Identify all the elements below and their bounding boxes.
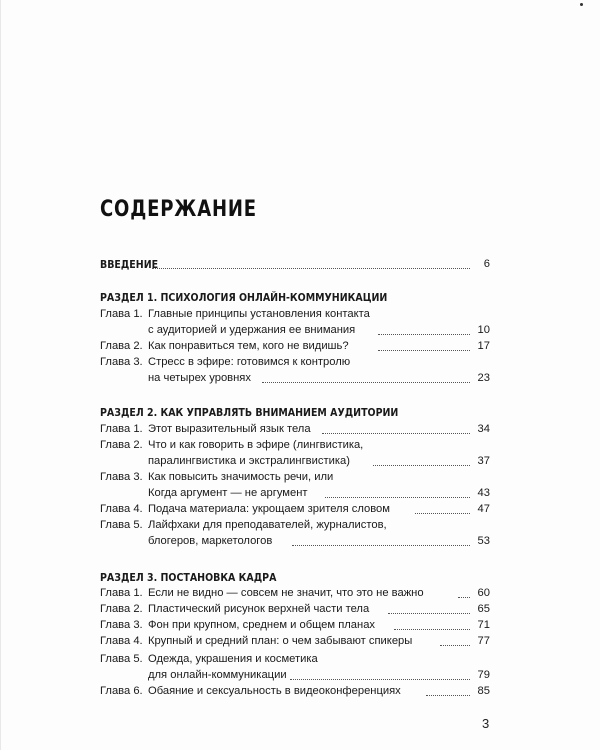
dot-leader [378,350,470,351]
toc-entry[interactable] [0,602,600,617]
section-heading-1: РАЗДЕЛ 1. ПСИХОЛОГИЯ ОНЛАЙН-КОММУНИКАЦИИ [100,291,388,304]
chapter-label: Глава 2. [100,603,143,615]
toc-entry[interactable] [0,586,600,601]
toc-entry[interactable] [0,422,600,437]
chapter-title: Как понравиться тем, кого не видишь? [148,340,349,352]
chapter-label: Глава 1. [100,423,143,435]
toc-entry[interactable] [0,307,600,322]
toc-entry[interactable] [0,518,600,533]
page-ref: 53 [477,535,490,547]
chapter-title: Когда аргумент — не аргумент [148,487,308,499]
chapter-label: Глава 4. [100,635,143,647]
toc-entry-cont[interactable] [0,668,600,683]
chapter-label: Глава 3. [100,619,143,631]
page-ref: 17 [477,340,490,352]
page-ref: 23 [477,372,490,384]
toc-entry[interactable] [0,438,600,453]
toc-entry[interactable] [0,502,600,517]
toc-entry[interactable] [0,684,600,699]
page-ref: 71 [477,619,490,631]
toc-entry-cont[interactable] [0,534,600,549]
chapter-title: Фон при крупном, среднем и общем планах [148,619,376,631]
toc-entry[interactable] [0,634,600,649]
section-heading-3: РАЗДЕЛ 3. ПОСТАНОВКА КАДРА [100,571,277,584]
chapter-title: Подача материала: укрощаем зрителя словом [148,503,390,515]
dot-leader [388,613,470,614]
page-ref: 10 [477,324,490,336]
chapter-title: для онлайн-коммуникации [148,669,287,681]
chapter-title: на четырех уровнях [148,372,251,384]
chapter-title: Что и как говорить в эфире (лингвистика, [148,439,364,451]
chapter-title: Обаяние и сексуальность в видеоконференциях [148,685,401,697]
chapter-label: Глава 6. [100,685,143,697]
dot-leader [322,433,470,434]
dot-leader [373,465,470,466]
chapter-title: Стресс в эфире: готовимся к контролю [148,356,351,368]
toc-entry[interactable] [0,618,600,633]
chapter-label: Глава 2. [100,340,143,352]
page-ref: 37 [477,455,490,467]
dot-leader [292,545,470,546]
toc-entry-cont[interactable] [0,371,600,386]
page-ref: 65 [477,603,490,615]
dot-leader [394,629,470,630]
page-number: 3 [482,716,490,731]
toc-entry-cont[interactable] [0,486,600,501]
chapter-label: Глава 1. [100,308,143,320]
page-ref: 77 [477,635,490,647]
chapter-label: Глава 1. [100,587,143,599]
chapter-title: Как повысить значимость речи, или [148,471,334,483]
entry-label: ВВЕДЕНИЕ [100,258,159,271]
corner-mark [580,3,583,6]
chapter-title: паралингвистика и экстралингвистика) [148,455,350,467]
chapter-title: Лайфхаки для преподавателей, журналистов, [148,519,387,531]
page-ref: 34 [477,423,490,435]
toc-entry-intro[interactable] [0,257,600,272]
chapter-label: Глава 5. [100,519,143,531]
chapter-title: Если не видно — совсем не значит, что это не важно [148,587,424,599]
dot-leader [152,268,470,269]
chapter-title: Одежда, украшения и косметика [148,653,318,665]
toc-entry[interactable] [0,652,600,667]
dot-leader [378,334,470,335]
page-ref: 43 [477,487,490,499]
chapter-title: Главные принципы установления контакта [148,308,370,320]
toc-entry-cont[interactable] [0,454,600,469]
chapter-title: Пластический рисунок верхней части тела [148,603,370,615]
toc-entry[interactable] [0,470,600,485]
dot-leader [262,382,470,383]
page-ref: 6 [483,258,490,270]
page-ref: 47 [477,503,490,515]
chapter-label: Глава 2. [100,439,143,451]
section-heading-2: РАЗДЕЛ 2. КАК УПРАВЛЯТЬ ВНИМАНИЕМ АУДИТОРИИ [100,406,399,419]
toc-entry[interactable] [0,355,600,370]
dot-leader [290,679,470,680]
toc-entry[interactable] [0,339,600,354]
page-ref: 85 [477,685,490,697]
dot-leader [325,497,470,498]
chapter-title: Крупный и средний план: о чем забывают спикеры [148,635,413,647]
chapter-label: Глава 3. [100,471,143,483]
chapter-title: Этот выразительный язык тела [148,423,311,435]
chapter-title: блогеров, маркетологов [148,535,273,547]
page-ref: 79 [477,669,490,681]
toc-entry-cont[interactable] [0,323,600,338]
page-title: СОДЕРЖАНИЕ [100,197,257,222]
page-ref: 60 [477,587,490,599]
chapter-label: Глава 4. [100,503,143,515]
chapter-label: Глава 5. [100,653,143,665]
chapter-title: с аудиторией и удержания ее внимания [148,324,356,336]
chapter-label: Глава 3. [100,356,143,368]
